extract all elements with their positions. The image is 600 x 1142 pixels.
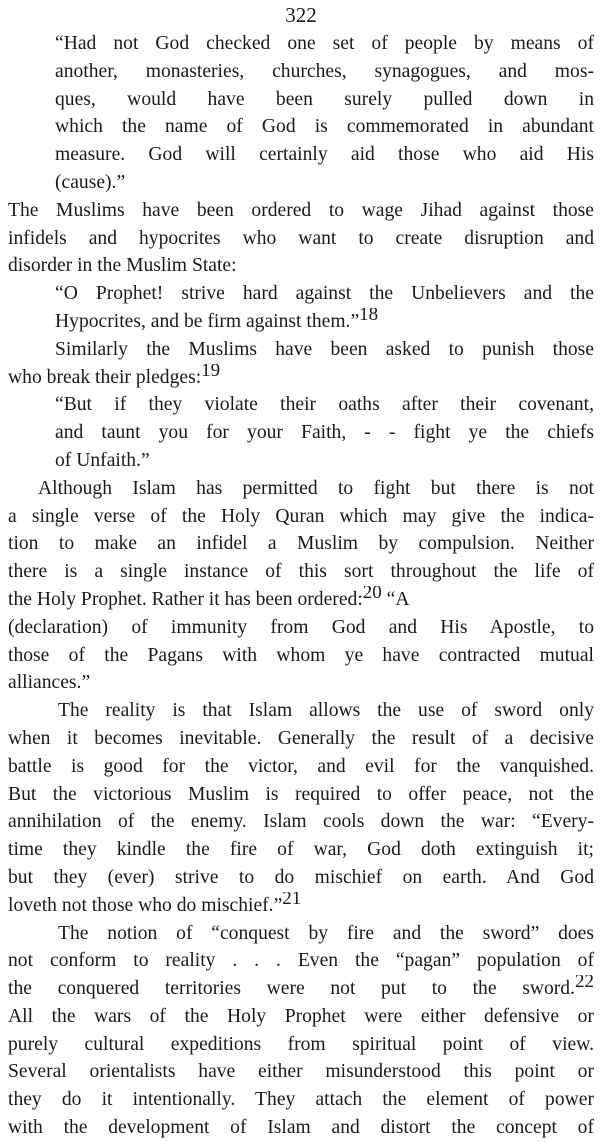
text-line bbox=[8, 1003, 594, 1031]
text-line bbox=[8, 503, 594, 531]
text-line bbox=[8, 586, 594, 614]
footnote-reference: 21 bbox=[282, 891, 302, 909]
line-text: The reality is that Islam allows the use of sword only bbox=[58, 700, 594, 722]
line-text: battle is good for the victor, and evil for the vanquished. bbox=[8, 755, 594, 777]
text-line bbox=[8, 475, 594, 503]
line-text: Similarly the Muslims have been asked to punish those bbox=[55, 338, 594, 360]
line-text: “But if they violate their oaths after their covenant, bbox=[55, 394, 594, 416]
line-text: they do it intentionally. They attach the element of power bbox=[8, 1089, 594, 1111]
line-text: All the wars of the Holy Prophet were either defensive or bbox=[8, 1005, 594, 1027]
line-text: those of the Pagans with whom ye have contracted mutual bbox=[8, 644, 594, 666]
line-text: tion to make an infidel a Muslim by compulsion. Neither bbox=[8, 533, 594, 555]
line-text: and taunt you for your Faith, - - fight ye the chiefs bbox=[55, 422, 594, 444]
text-line bbox=[8, 864, 594, 892]
text-line bbox=[8, 141, 594, 169]
text-line bbox=[8, 920, 594, 948]
text-line bbox=[8, 225, 594, 253]
line-text: time they kindle the fire of war, God doth extinguish it; bbox=[8, 839, 594, 861]
text-line bbox=[8, 1031, 594, 1059]
line-text: (declaration) of immunity from God and His Apostle, to bbox=[8, 616, 594, 638]
footnote-reference: 18 bbox=[359, 307, 379, 325]
line-text: measure. God will certainly aid those who aid His bbox=[55, 144, 594, 166]
footnote-reference: 19 bbox=[201, 363, 221, 381]
line-text: Although Islam has permitted to fight but there is not bbox=[38, 477, 594, 499]
text-line bbox=[8, 419, 594, 447]
text-line bbox=[8, 808, 594, 836]
footnote-reference: 20 bbox=[362, 585, 382, 603]
line-text: when it becomes inevitable. Generally the result of a decisive bbox=[8, 727, 594, 749]
line-text: the conquered territories were not put to the sword. bbox=[8, 978, 575, 1000]
text-line bbox=[8, 530, 594, 558]
line-text: (cause).” bbox=[55, 171, 126, 193]
text-line bbox=[8, 753, 594, 781]
line-text: “O Prophet! strive hard against the Unbelievers and the bbox=[55, 283, 594, 305]
text-line bbox=[8, 892, 594, 920]
line-text: a single verse of the Holy Quran which may give the indica- bbox=[8, 505, 594, 527]
text-line bbox=[8, 1086, 594, 1114]
text-line bbox=[8, 975, 594, 1003]
text-line bbox=[8, 58, 594, 86]
text-line bbox=[8, 614, 594, 642]
line-text: but they (ever) strive to do mischief on earth. And God bbox=[8, 866, 594, 888]
text-line bbox=[8, 280, 594, 308]
line-text: disorder in the Muslim State: bbox=[8, 255, 237, 277]
text-line bbox=[8, 447, 594, 475]
line-text: infidels and hypocrites who want to create disruption and bbox=[8, 227, 594, 249]
text-line bbox=[8, 1114, 594, 1142]
line-text: another, monasteries, churches, synagogues, and mos- bbox=[55, 60, 594, 82]
body-text bbox=[8, 30, 594, 1142]
line-text: purely cultural expeditions from spiritual point of view. bbox=[8, 1033, 594, 1055]
text-line bbox=[8, 308, 594, 336]
page-number: 322 bbox=[285, 3, 317, 27]
text-line bbox=[8, 697, 594, 725]
line-text: of Unfaith.” bbox=[55, 449, 150, 471]
text-line bbox=[8, 197, 594, 225]
text-line bbox=[8, 252, 594, 280]
text-line bbox=[8, 781, 594, 809]
line-text: not conform to reality . . . Even the “pagan” population of bbox=[8, 950, 594, 972]
text-line bbox=[8, 1058, 594, 1086]
text-line bbox=[8, 391, 594, 419]
text-line bbox=[8, 947, 594, 975]
line-text: Hypocrites, and be firm against them.” bbox=[55, 310, 360, 332]
footnote-reference: 22 bbox=[575, 975, 594, 993]
line-text: The notion of “conquest by fire and the sword” does bbox=[58, 922, 594, 944]
line-text-continuation: “A bbox=[381, 588, 410, 610]
line-text: who break their pledges: bbox=[8, 366, 202, 388]
text-line bbox=[8, 364, 594, 392]
line-text: “Had not God checked one set of people by means of bbox=[55, 33, 594, 54]
line-text: which the name of God is commemorated in abundant bbox=[55, 116, 594, 138]
line-text: Several orientalists have either misunderstood this point or bbox=[8, 1061, 594, 1083]
line-text: loveth not those who do mischief.” bbox=[8, 894, 283, 916]
text-line bbox=[8, 30, 594, 58]
line-text: But the victorious Muslim is required to offer peace, not the bbox=[8, 783, 594, 805]
line-text: there is a single instance of this sort throughout the life of bbox=[8, 561, 594, 583]
line-text: with the development of Islam and distort the concept of bbox=[8, 1117, 594, 1139]
line-text: alliances.” bbox=[8, 672, 91, 694]
line-text: annihilation of the enemy. Islam cools down the war: “Every- bbox=[8, 811, 594, 833]
text-line bbox=[8, 725, 594, 753]
text-line bbox=[8, 642, 594, 670]
text-line bbox=[8, 113, 594, 141]
text-line bbox=[8, 86, 594, 114]
text-line bbox=[8, 836, 594, 864]
text-line bbox=[8, 558, 594, 586]
line-text: the Holy Prophet. Rather it has been ordered: bbox=[8, 588, 363, 610]
text-line bbox=[8, 169, 594, 197]
text-line bbox=[8, 669, 594, 697]
line-text: The Muslims have been ordered to wage Jihad against those bbox=[8, 199, 594, 221]
text-line bbox=[8, 336, 594, 364]
line-text: ques, would have been surely pulled down in bbox=[55, 88, 594, 110]
